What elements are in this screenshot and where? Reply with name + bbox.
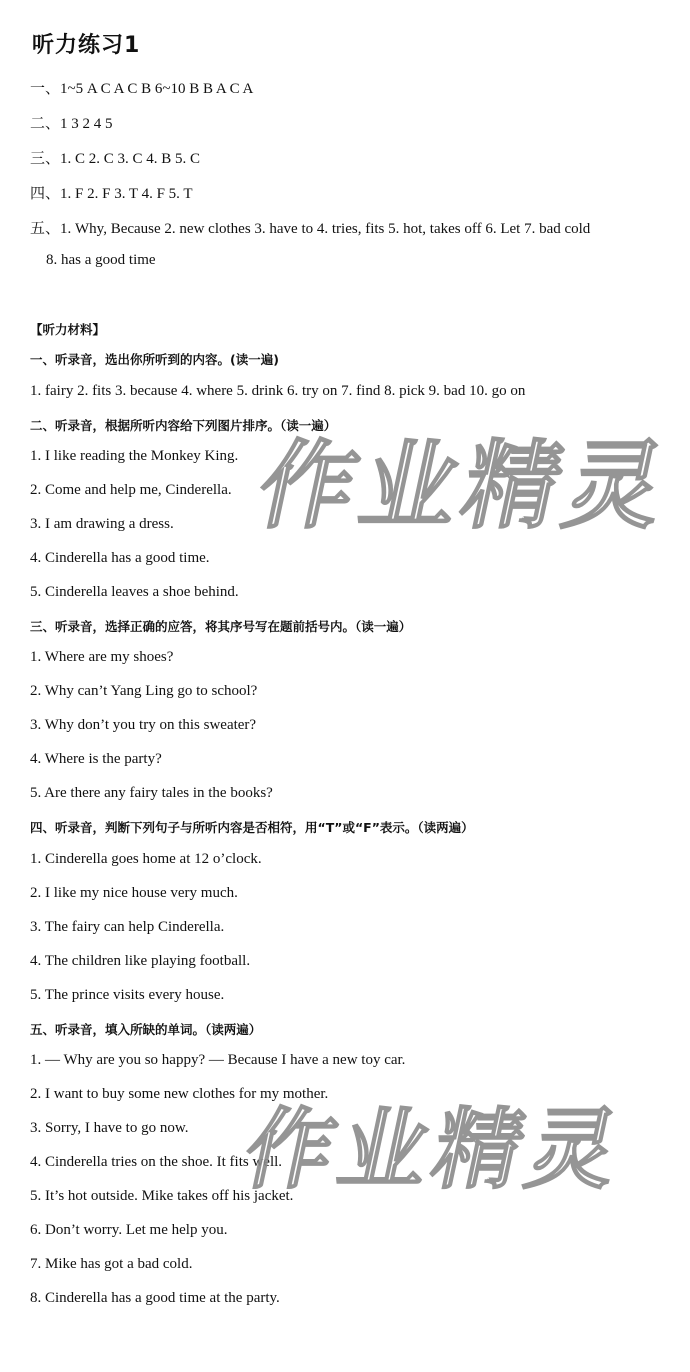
- section-heading: 五、听录音，填入所缺的单词。（读两遍）: [30, 1022, 262, 1037]
- section-line: 1. I like reading the Monkey King.: [30, 448, 239, 464]
- section-line: 1. — Why are you so happy? — Because I have a new toy car.: [30, 1052, 406, 1068]
- section-line: 3. The fairy can help Cinderella.: [30, 919, 225, 935]
- answer-tag: 三、: [30, 149, 61, 167]
- section-line: 8. Cinderella has a good time at the party.: [30, 1290, 280, 1306]
- section-line: 4. Cinderella tries on the shoe. It fits well.: [30, 1154, 283, 1170]
- section-line: 5. The prince visits every house.: [30, 987, 225, 1003]
- section-line: 2. Why can’t Yang Ling go to school?: [30, 683, 258, 699]
- section-line: 5. Cinderella leaves a shoe behind.: [30, 584, 239, 600]
- answer-row: [30, 182, 193, 203]
- section-line: 2. I want to buy some new clothes for my mother.: [30, 1086, 329, 1102]
- answer-tag: 二、: [30, 114, 61, 132]
- section-line: 1. fairy 2. fits 3. because 4. where 5. drink 6. try on 7. find 8. pick 9. bad 10. go on: [30, 383, 526, 399]
- answer-continuation: 8. has a good time: [46, 252, 156, 268]
- answer-row: [30, 217, 590, 238]
- page-title: 听力练习1: [32, 33, 141, 58]
- answer-text: 1. F 2. F 3. T 4. F 5. T: [60, 186, 193, 202]
- watermark: 作业精灵: [248, 430, 681, 542]
- section-line: 4. The children like playing football.: [30, 953, 251, 969]
- section-heading: 二、听录音，根据所听内容给下列图片排序。（读一遍）: [30, 418, 337, 433]
- material-title: 【听力材料】: [30, 322, 106, 337]
- section-line: 1. Where are my shoes?: [30, 649, 174, 665]
- section-heading: 四、听录音，判断下列句子与所听内容是否相符，用“T”或“F”表示。（读两遍）: [30, 820, 474, 835]
- section-line: 3. Sorry, I have to go now.: [30, 1120, 189, 1136]
- answer-text: 1. C 2. C 3. C 4. B 5. C: [60, 151, 201, 167]
- section-line: 7. Mike has got a bad cold.: [30, 1256, 193, 1272]
- section-line: 2. Come and help me, Cinderella.: [30, 482, 232, 498]
- answer-row: [30, 77, 253, 98]
- answer-text: 1 3 2 4 5: [60, 116, 113, 132]
- answer-tag: 四、: [30, 184, 61, 202]
- section-line: 5. It’s hot outside. Mike takes off his jacket.: [30, 1188, 294, 1204]
- section-line: 5. Are there any fairy tales in the books?: [30, 785, 273, 801]
- section-line: 3. Why don’t you try on this sweater?: [30, 717, 257, 733]
- section-line: 6. Don’t worry. Let me help you.: [30, 1222, 228, 1238]
- answer-text: 1. Why, Because 2. new clothes 3. have to 4. tries, fits 5. hot, takes off 6. Let 7. bad cold: [60, 221, 591, 237]
- section-line: 4. Where is the party?: [30, 751, 162, 767]
- section-line: 2. I like my nice house very much.: [30, 885, 238, 901]
- answer-row: [30, 147, 200, 168]
- answer-tag: 五、: [30, 219, 61, 237]
- section-line: 4. Cinderella has a good time.: [30, 550, 210, 566]
- answer-row: [30, 112, 113, 133]
- section-line: 3. I am drawing a dress.: [30, 516, 174, 532]
- answer-text: 1~5 A C A C B 6~10 B B A C A: [60, 81, 254, 97]
- section-heading: 三、听录音，选择正确的应答，将其序号写在题前括号内。（读一遍）: [30, 619, 412, 634]
- section-line: 1. Cinderella goes home at 12 o’clock.: [30, 851, 262, 867]
- watermark: 作业精灵: [235, 1098, 634, 1201]
- answer-tag: 一、: [30, 79, 61, 97]
- section-heading: 一、听录音，选出你所听到的内容。(读一遍): [30, 352, 279, 367]
